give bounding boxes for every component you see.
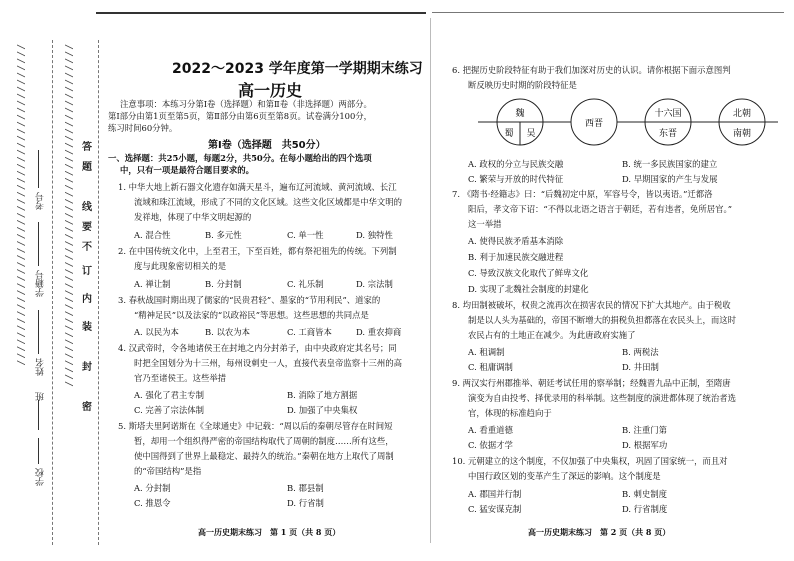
seal-char: 不 [82,242,92,253]
part1-instruction: 中，只有一项是最符合题目要求的。 [120,165,254,175]
question-1-option-b[interactable]: B. 多元性 [205,230,242,240]
question-6-option-b[interactable]: B. 统一多民族国家的建立 [622,159,718,169]
field-class: 班 [36,392,46,401]
question-10-text: 10. 元朝建立的这个制度，不仅加强了中央集权，巩固了国家统一，而且对 [452,456,728,466]
node-nanchao: 南朝 [732,129,752,139]
question-10-option-a[interactable]: A. 郡国并行制 [468,489,522,499]
question-4-text: 时把全国划分为十三州，每州设刺史一人，直接代表皇帝监察十三州的高 [134,358,402,368]
binding-margin [0,0,108,561]
question-1-text: 发祥地，体现了中华文明起源的 [134,212,252,222]
field-student-id: 学籍号 [36,270,46,297]
question-6-option-d[interactable]: D. 早期国家的产生与发展 [622,174,718,184]
question-7-option-d[interactable]: D. 实现了北魏社会制度的封建化 [468,284,589,294]
question-9-text: 官，体现的标准趋向于 [468,408,552,418]
field-class-line [38,400,39,430]
footer-left: 高一历史期末练习 第 1 页（共 8 页） [198,527,341,537]
fold-line [98,40,99,545]
question-3-option-c[interactable]: C. 工商皆本 [287,327,332,337]
top-rule-right [432,12,784,13]
question-6-text: 6. 把握历史阶段特征有助于我们加深对历史的认识。请你根据下面示意图判 [452,65,731,75]
question-9-text: 演变为自由投考、择优录用的科举制。这些制度的演进都体现了统治者选 [468,393,736,403]
question-2-text: 度与此现象密切相关的是 [134,261,227,271]
question-8-text: 制是以人头为基础的，帝国不断增大的捐税负担都落在农民头上，而这时 [468,315,736,325]
question-2-text: 2. 在中国传统文化中，上至君王，下至百姓，都有祭祀祖先的传统。下列制 [118,246,397,256]
question-2-option-a[interactable]: A. 禅让制 [134,279,171,289]
question-4-text: 官乃至诸侯王。这些举措 [134,373,227,383]
question-10-option-b[interactable]: B. 刺史制度 [622,489,667,499]
question-5-text: 暂，却用一个组织得严密的帝国结构取代了周朝的制度……所有这些， [134,436,394,446]
question-7-option-b[interactable]: B. 利于加速民族交融进程 [468,252,564,262]
question-3-option-a[interactable]: A. 以民为本 [134,327,179,337]
question-6-option-c[interactable]: C. 繁荣与开放的时代特征 [468,174,564,184]
node-xijin: 西晋 [584,119,604,129]
question-6-text: 断反映历史时期的阶段特征是 [468,80,577,90]
question-3-text: “精神足民”以及法家的“以政裕民”等思想。这些思想的共同点是 [134,310,369,320]
seal-char: 密 [82,402,92,413]
question-10-option-d[interactable]: D. 行省制度 [622,504,668,514]
field-school-line [38,438,39,464]
field-school: 学校 [36,468,46,486]
question-10-text: 中国行政区划的变革产生了深远的影响。这个制度是 [468,471,661,481]
question-8-text: 8. 均田制被破坏，权贵之流再次在损害农民的情况下扩大其地产。由于税收 [452,300,731,310]
question-5-option-c[interactable]: C. 推恩令 [134,498,171,508]
seal-char: 答 [82,142,92,153]
question-2-option-c[interactable]: C. 礼乐制 [287,279,324,289]
seal-char: 要 [82,222,92,233]
question-9-option-c[interactable]: C. 依据才学 [468,440,513,450]
seal-char: 线 [82,202,92,213]
question-9-text: 9. 两汉实行州郡推举、朝廷考试任用的察举制；经魏晋九品中正制，至隋唐 [452,378,731,388]
question-1-option-d[interactable]: D. 独特性 [356,230,393,240]
question-7-option-a[interactable]: A. 使得民族矛盾基本消除 [468,236,564,246]
top-rule-left [96,12,426,14]
question-9-option-b[interactable]: B. 注重门第 [622,425,667,435]
field-exam-number-line [38,150,39,188]
node-dongjin: 东晋 [658,129,678,139]
question-1-text: 1. 中华大地上新石器文化遗存如满天星斗，遍布辽河流域、黄河流域、长江 [118,182,397,192]
slash-column-left: ////////////////////////////////////////////// [15,44,26,367]
question-8-text: 农民占有的土地正在减少。为此唐政府实施了 [468,330,636,340]
question-2-option-b[interactable]: B. 分封制 [205,279,242,289]
question-8-option-d[interactable]: D. 井田制 [622,362,659,372]
node-shu: 蜀 [504,129,514,139]
question-4-option-a[interactable]: A. 强化了君主专制 [134,390,204,400]
page-divider [430,18,431,543]
question-1-option-a[interactable]: A. 混合性 [134,230,171,240]
question-3-text: 3. 春秋战国时期出现了儒家的“民贵君轻”、墨家的“节用利民”、道家的 [118,295,381,305]
part1-heading: 第Ⅰ卷（选择题 共50分） [208,140,326,151]
question-9-option-a[interactable]: A. 看重道德 [468,425,513,435]
question-5-text: 的“帝国结构”是指 [134,466,202,476]
question-5-option-b[interactable]: B. 郡县制 [287,483,324,493]
question-1-text: 流域和珠江流域，形成了不同的文化区域。这些文化区域都是中华文明的 [134,197,402,207]
notice-line: 练习时间60分钟。 [108,123,178,133]
question-7-option-c[interactable]: C. 导致汉族文化取代了鲜卑文化 [468,268,589,278]
dynasty-diagram [478,97,778,147]
field-name: 姓名 [36,358,46,376]
seal-char: 订 [82,266,92,277]
seal-char: 题 [82,162,92,173]
question-7-text: 阳后，孝文帝下诏：“不得以北语之语言于朝廷，若有违者，免所居官。” [468,204,732,214]
part1-instruction: 一、选择题：共25小题，每题2分，共50分。在每小题给出的四个选项 [108,153,372,163]
question-3-option-d[interactable]: D. 重农抑商 [356,327,402,337]
question-4-text: 4. 汉武帝时，令各地诸侯王在封地之内分封弟子，由中央政府定其名号；同 [118,343,397,353]
question-5-option-d[interactable]: D. 行省制 [287,498,324,508]
question-8-option-b[interactable]: B. 两税法 [622,347,659,357]
slash-column-right: ///////////////////////////////////////////////// [63,44,74,389]
question-4-option-c[interactable]: C. 完善了宗法体制 [134,405,205,415]
node-shiliuguo: 十六国 [654,109,682,119]
seal-char: 内 [82,294,92,305]
field-exam-number: 考号 [36,192,46,210]
question-5-option-a[interactable]: A. 分封制 [134,483,171,493]
seal-char: 装 [82,322,92,333]
question-7-text: 7. 《隋书·经籍志》曰：“后魏初定中原，军容号令，皆以夷语。”迁都洛 [452,189,713,199]
exam-subject: 高一历史 [238,81,303,100]
notice-line: 第Ⅰ部分由第1页至第5页，第Ⅱ部分由第6页至第8页。试卷满分100分， [108,111,373,121]
question-4-option-d[interactable]: D. 加强了中央集权 [287,405,358,415]
question-4-option-b[interactable]: B. 消除了地方割据 [287,390,358,400]
question-6-option-a[interactable]: A. 政权的分立与民族交融 [468,159,564,169]
question-8-option-a[interactable]: A. 租调制 [468,347,505,357]
cut-line [52,40,53,545]
question-9-option-d[interactable]: D. 根据军功 [622,440,668,450]
question-5-text: 使中国得到了世界上最稳定、最持久的统治。”秦朝在地方上取代了周制 [134,451,394,461]
node-wu: 吴 [526,129,536,139]
notice-line: 注意事项：本练习分第Ⅰ卷（选择题）和第Ⅱ卷（非选择题）两部分。 [120,99,372,109]
question-2-option-d[interactable]: D. 宗法制 [356,279,393,289]
question-7-text: 这一举措 [468,219,502,229]
question-10-option-c[interactable]: C. 猛安谋克制 [468,504,522,514]
question-8-option-c[interactable]: C. 租庸调制 [468,362,513,372]
field-name-line [38,310,39,354]
footer-right: 高一历史期末练习 第 2 页（共 8 页） [528,527,671,537]
exam-title: 2022～2023 学年度第一学期期末练习 [172,61,423,77]
question-1-option-c[interactable]: C. 单一性 [287,230,324,240]
seal-char: 封 [82,362,92,373]
field-student-id-line [38,222,39,266]
question-5-text: 5. 斯塔夫里阿诺斯在《全球通史》中记载：“周以后的秦朝尽管存在时间短 [118,421,393,431]
node-wei: 魏 [515,109,525,119]
node-beichao: 北朝 [732,109,752,119]
question-3-option-b[interactable]: B. 以农为本 [205,327,250,337]
